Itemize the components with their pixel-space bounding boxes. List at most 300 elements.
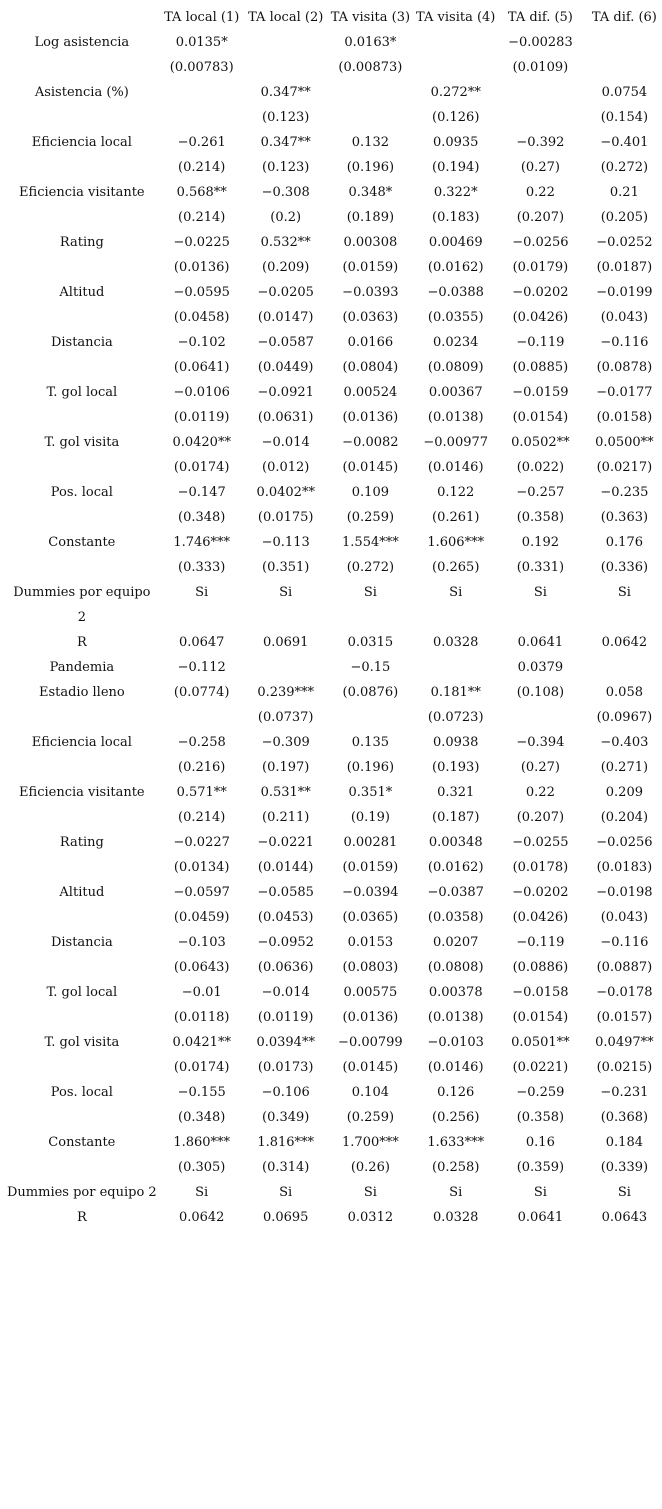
table-cell: 0.132: [351, 135, 389, 150]
table-cell: 1.633***: [427, 1135, 485, 1150]
table-cell: 0.00469: [428, 235, 483, 250]
table-cell: −0.0106: [173, 385, 230, 400]
table-cell: 0.0234: [432, 335, 479, 350]
table-cell: −0.00977: [423, 435, 489, 450]
row-label: [4, 205, 160, 230]
table-cell: (0.348): [178, 510, 226, 525]
table-cell: (0.0158): [596, 410, 653, 425]
table-row: [4, 1055, 662, 1080]
table-cell: −0.0587: [257, 335, 314, 350]
table-cell: −0.257: [516, 485, 565, 500]
table-cell: [244, 605, 328, 630]
table-row: [4, 955, 662, 980]
table-cell: Si: [363, 585, 377, 600]
table-row: [4, 555, 662, 580]
table-cell: −0.155: [177, 1085, 226, 1100]
table-row: [4, 605, 662, 630]
table-cell: 1.554***: [342, 535, 399, 550]
table-cell: (0.205): [600, 210, 649, 225]
regression-table: [4, 4, 662, 1230]
table-cell: 1.700***: [342, 1135, 399, 1150]
table-cell: (0.0458): [173, 310, 230, 325]
table-cell: 0.181**: [430, 685, 481, 700]
table-cell: [498, 705, 582, 730]
table-cell: (0.27): [520, 160, 560, 175]
table-cell: 0.0643: [601, 1210, 648, 1225]
table-cell: [413, 55, 498, 80]
table-cell: (0.258): [432, 1160, 480, 1175]
table-cell: (0.214): [178, 210, 226, 225]
row-label: Constante: [48, 535, 116, 550]
row-label: Eficiencia visitante: [19, 185, 145, 200]
table-cell: (0.0809): [427, 360, 484, 375]
table-cell: (0.0723): [427, 710, 484, 725]
table-cell: [328, 105, 413, 130]
table-cell: (0.0147): [257, 310, 314, 325]
table-cell: −0.0256: [596, 835, 653, 850]
table-cell: 0.0641: [517, 635, 564, 650]
table-cell: 0.104: [351, 1085, 389, 1100]
table-cell: 0.00575: [343, 985, 398, 1000]
table-cell: 0.0500**: [595, 435, 654, 450]
table-cell: 0.0379: [517, 660, 564, 675]
table-cell: (0.27): [520, 760, 560, 775]
table-cell: (0.0119): [257, 1010, 314, 1025]
table-cell: (0.351): [262, 560, 310, 575]
table-row: [4, 230, 662, 255]
table-cell: −0.116: [600, 335, 649, 350]
row-label: [4, 455, 160, 480]
table-cell: (0.0885): [512, 360, 569, 375]
table-cell: −0.119: [516, 935, 565, 950]
table-cell: (0.0217): [596, 460, 653, 475]
table-cell: −0.0388: [427, 285, 484, 300]
table-cell: 0.0641: [517, 1210, 564, 1225]
table-cell: (0.00783): [169, 60, 234, 75]
table-cell: [413, 605, 498, 630]
table-row: [4, 380, 662, 405]
table-cell: (0.00873): [338, 60, 403, 75]
table-row: [4, 155, 662, 180]
table-cell: (0.0737): [257, 710, 314, 725]
table-cell: [498, 80, 582, 105]
table-cell: −0.0597: [173, 885, 230, 900]
table-cell: 0.348*: [348, 185, 393, 200]
table-cell: (0.0157): [596, 1010, 653, 1025]
table-cell: 0.0207: [432, 935, 479, 950]
table-cell: −0.259: [516, 1085, 565, 1100]
table-cell: (0.0159): [342, 860, 399, 875]
table-cell: −0.102: [177, 335, 226, 350]
table-cell: 1.860***: [173, 1135, 231, 1150]
table-cell: −0.0205: [257, 285, 314, 300]
row-label: Rating: [59, 835, 104, 850]
table-row: [4, 480, 662, 505]
table-cell: 0.322*: [433, 185, 478, 200]
table-cell: Si: [449, 585, 463, 600]
table-cell: −0.116: [600, 935, 649, 950]
table-cell: (0.368): [600, 1110, 649, 1125]
table-cell: [328, 705, 413, 730]
table-cell: Si: [617, 585, 631, 600]
table-cell: (0.0878): [596, 360, 653, 375]
table-cell: (0.197): [262, 760, 310, 775]
row-label: [4, 505, 160, 530]
row-label: [4, 1155, 160, 1180]
column-header-3: TA visita (3): [330, 9, 411, 25]
table-row: [4, 580, 662, 605]
table-cell: (0.0154): [512, 410, 569, 425]
table-cell: 0.0421**: [172, 1035, 231, 1050]
table-cell: (0.271): [600, 760, 649, 775]
table-cell: (0.0136): [342, 1010, 399, 1025]
table-cell: 0.00378: [428, 985, 483, 1000]
table-cell: −0.231: [600, 1085, 649, 1100]
row-label: Pos. local: [50, 1085, 113, 1100]
table-cell: −0.147: [177, 485, 226, 500]
row-label: Estadio lleno: [38, 685, 125, 700]
table-cell: (0.26): [350, 1160, 390, 1175]
table-row: [4, 680, 662, 705]
row-label: [4, 305, 160, 330]
table-cell: 0.0642: [178, 1210, 225, 1225]
table-cell: −0.0921: [257, 385, 314, 400]
table-cell: (0.154): [600, 110, 649, 125]
column-header-6: TA dif. (6): [591, 9, 657, 25]
row-label: Eficiencia local: [31, 735, 132, 750]
table-cell: (0.207): [516, 810, 565, 825]
table-cell: −0.258: [177, 735, 226, 750]
table-cell: (0.2): [270, 210, 302, 225]
table-cell: (0.0138): [427, 410, 484, 425]
table-cell: Si: [449, 1185, 463, 1200]
row-label: [4, 805, 160, 830]
row-label: Pos. local: [50, 485, 113, 500]
table-row: [4, 255, 662, 280]
table-cell: 1.606***: [427, 535, 485, 550]
table-cell: (0.0967): [596, 710, 653, 725]
table-cell: (0.204): [600, 810, 649, 825]
table-cell: (0.363): [600, 510, 649, 525]
table-cell: 0.00348: [428, 835, 483, 850]
table-cell: Si: [279, 1185, 293, 1200]
row-label: [4, 55, 160, 80]
table-cell: (0.0173): [257, 1060, 314, 1075]
table-cell: (0.358): [516, 1110, 565, 1125]
table-cell: (0.214): [178, 810, 226, 825]
table-cell: (0.0146): [427, 460, 484, 475]
table-row: [4, 1030, 662, 1055]
row-label: [4, 355, 160, 380]
table-cell: −0.0202: [512, 285, 569, 300]
table-cell: 0.0315: [347, 635, 394, 650]
table-cell: (0.211): [262, 810, 310, 825]
table-cell: [498, 605, 582, 630]
table-cell: −0.112: [177, 660, 226, 675]
table-cell: 0.176: [605, 535, 643, 550]
row-label: [4, 855, 160, 880]
table-row: [4, 1180, 662, 1205]
table-body: [4, 30, 662, 1230]
table-cell: 0.0312: [347, 1210, 394, 1225]
table-cell: −0.0103: [427, 1035, 484, 1050]
table-cell: 0.0754: [601, 85, 648, 100]
table-row: [4, 130, 662, 155]
table-cell: (0.0162): [427, 260, 484, 275]
table-cell: (0.349): [262, 1110, 310, 1125]
row-label: Eficiencia visitante: [19, 785, 145, 800]
table-cell: −0.0393: [342, 285, 399, 300]
row-label: T. gol local: [46, 985, 118, 1000]
table-row: [4, 805, 662, 830]
table-row: [4, 730, 662, 755]
table-cell: (0.0154): [512, 1010, 569, 1025]
table-cell: (0.0803): [342, 960, 399, 975]
table-cell: (0.0174): [173, 460, 230, 475]
row-label: [4, 755, 160, 780]
table-cell: (0.272): [346, 560, 395, 575]
table-cell: (0.359): [516, 1160, 565, 1175]
table-cell: (0.193): [432, 760, 480, 775]
table-cell: −0.0221: [257, 835, 314, 850]
table-cell: (0.19): [350, 810, 390, 825]
table-cell: (0.196): [346, 160, 395, 175]
row-label: Altitud: [59, 885, 105, 900]
table-row: [4, 1080, 662, 1105]
table-cell: (0.0134): [173, 860, 230, 875]
table-row: [4, 355, 662, 380]
table-cell: (0.108): [516, 685, 565, 700]
table-cell: (0.339): [600, 1160, 649, 1175]
row-label: Constante: [48, 1135, 116, 1150]
table-cell: (0.0641): [173, 360, 230, 375]
table-row: [4, 530, 662, 555]
table-cell: (0.0215): [596, 1060, 653, 1075]
table-row: [4, 905, 662, 930]
table-cell: (0.196): [346, 760, 395, 775]
table-cell: (0.0178): [512, 860, 569, 875]
row-label: Pandemia: [49, 660, 115, 675]
table-row: [4, 830, 662, 855]
table-cell: (0.331): [516, 560, 565, 575]
row-label: [4, 905, 160, 930]
table-cell: 0.21: [609, 185, 639, 200]
table-cell: (0.0459): [173, 910, 230, 925]
table-row: [4, 930, 662, 955]
table-cell: 0.22: [525, 185, 555, 200]
row-label: [4, 955, 160, 980]
table-cell: 0.122: [437, 485, 475, 500]
row-label: T. gol local: [46, 385, 118, 400]
table-cell: (0.194): [432, 160, 480, 175]
table-cell: −0.0225: [173, 235, 230, 250]
table-cell: (0.0146): [427, 1060, 484, 1075]
table-cell: (0.0449): [257, 360, 314, 375]
table-cell: (0.0145): [342, 460, 399, 475]
table-cell: 0.00281: [343, 835, 398, 850]
table-cell: (0.0887): [596, 960, 653, 975]
table-cell: −0.103: [177, 935, 226, 950]
table-cell: [328, 605, 413, 630]
table-row: [4, 1130, 662, 1155]
table-row: [4, 505, 662, 530]
row-label: Distancia: [50, 935, 113, 950]
table-row: [4, 1205, 662, 1230]
table-cell: 0.184: [605, 1135, 643, 1150]
table-cell: (0.0365): [342, 910, 399, 925]
table-cell: 0.0938: [432, 735, 479, 750]
row-label: [4, 255, 160, 280]
row-label: [4, 405, 160, 430]
table-row: [4, 705, 662, 730]
table-cell: Si: [533, 1185, 547, 1200]
table-cell: 0.531**: [260, 785, 311, 800]
table-row: [4, 280, 662, 305]
table-cell: −0.0387: [427, 885, 484, 900]
table-cell: −0.0595: [173, 285, 230, 300]
table-cell: [244, 655, 328, 680]
row-label: T. gol visita: [44, 1035, 120, 1050]
table-cell: 0.22: [525, 785, 555, 800]
row-label: Dummies por equipo: [13, 585, 151, 600]
table-cell: (0.0162): [427, 860, 484, 875]
table-cell: (0.0886): [512, 960, 569, 975]
table-cell: [244, 30, 328, 55]
row-label: Log asistencia: [34, 35, 130, 50]
table-cell: −0.0177: [596, 385, 653, 400]
table-row: [4, 880, 662, 905]
table-row: [4, 30, 662, 55]
table-cell: 0.209: [605, 785, 643, 800]
table-cell: −0.403: [600, 735, 649, 750]
table-cell: [582, 655, 662, 680]
table-cell: −0.401: [600, 135, 649, 150]
table-cell: 0.0394**: [256, 1035, 315, 1050]
table-cell: 0.239***: [257, 685, 315, 700]
table-cell: (0.0804): [342, 360, 399, 375]
table-cell: (0.189): [346, 210, 395, 225]
table-cell: 0.347**: [260, 85, 311, 100]
table-row: [4, 855, 662, 880]
table-cell: −0.106: [261, 1085, 310, 1100]
table-cell: [413, 30, 498, 55]
table-cell: 0.0402**: [256, 485, 315, 500]
table-cell: 0.347**: [260, 135, 311, 150]
table-cell: −0.0255: [512, 835, 569, 850]
table-cell: [160, 605, 244, 630]
table-row: [4, 180, 662, 205]
table-cell: 0.568**: [176, 185, 227, 200]
table-cell: (0.0876): [342, 685, 399, 700]
table-cell: (0.214): [178, 160, 226, 175]
table-cell: −0.00799: [338, 1035, 403, 1050]
table-row: [4, 405, 662, 430]
table-cell: (0.0631): [257, 410, 314, 425]
table-row: [4, 755, 662, 780]
table-cell: (0.314): [262, 1160, 310, 1175]
table-cell: Si: [195, 1185, 209, 1200]
table-cell: −0.0394: [342, 885, 399, 900]
table-cell: (0.272): [600, 160, 649, 175]
table-cell: (0.0187): [596, 260, 653, 275]
table-cell: (0.0119): [173, 410, 230, 425]
table-cell: −0.392: [516, 135, 565, 150]
table-cell: (0.207): [516, 210, 565, 225]
table-cell: 0.321: [437, 785, 475, 800]
table-cell: (0.043): [600, 910, 649, 925]
table-cell: [160, 80, 244, 105]
table-cell: −0.00283: [508, 35, 573, 50]
table-cell: 0.109: [351, 485, 389, 500]
table-cell: 1.746***: [173, 535, 231, 550]
row-label: 2: [77, 610, 86, 625]
table-cell: −0.0252: [596, 235, 653, 250]
table-cell: −0.119: [516, 335, 565, 350]
table-cell: 0.0135*: [175, 35, 228, 50]
row-label: [4, 155, 160, 180]
table-cell: (0.0358): [427, 910, 484, 925]
table-cell: (0.0118): [173, 1010, 230, 1025]
column-header-2: TA local (2): [248, 9, 324, 25]
row-label: Eficiencia local: [31, 135, 132, 150]
table-cell: (0.216): [178, 760, 226, 775]
table-cell: 0.0691: [262, 635, 309, 650]
table-cell: −0.0202: [512, 885, 569, 900]
table-cell: (0.0159): [342, 260, 399, 275]
table-cell: −0.0199: [596, 285, 653, 300]
table-cell: 0.0166: [347, 335, 394, 350]
table-cell: (0.187): [432, 810, 480, 825]
header-row: [4, 4, 662, 30]
column-header-1: TA local (1): [164, 9, 240, 25]
table-cell: 0.126: [437, 1085, 475, 1100]
table-cell: (0.0179): [512, 260, 569, 275]
column-header-4: TA visita (4): [416, 9, 496, 25]
table-cell: (0.0426): [512, 310, 569, 325]
table-cell: −0.0082: [342, 435, 399, 450]
header-label-column: [4, 4, 160, 30]
table-cell: (0.0145): [342, 1060, 399, 1075]
table-cell: 0.0502**: [511, 435, 570, 450]
table-cell: [160, 105, 244, 130]
table-cell: 0.272**: [430, 85, 481, 100]
table-cell: 0.0420**: [172, 435, 231, 450]
table-cell: 0.058: [605, 685, 643, 700]
table-cell: −0.0585: [257, 885, 314, 900]
table-cell: (0.0144): [257, 860, 314, 875]
table-cell: −0.235: [600, 485, 649, 500]
table-cell: −0.0178: [596, 985, 653, 1000]
table-cell: [582, 605, 662, 630]
table-cell: (0.123): [262, 160, 310, 175]
table-cell: 0.351*: [348, 785, 393, 800]
table-cell: −0.0158: [512, 985, 569, 1000]
table-row: [4, 330, 662, 355]
table-cell: (0.0453): [257, 910, 314, 925]
table-cell: (0.358): [516, 510, 565, 525]
table-cell: Si: [195, 585, 209, 600]
table-cell: (0.0136): [342, 410, 399, 425]
table-row: [4, 80, 662, 105]
table-cell: (0.0774): [173, 685, 230, 700]
table-cell: 0.0497**: [595, 1035, 654, 1050]
table-cell: 0.571**: [176, 785, 227, 800]
table-cell: (0.0636): [257, 960, 314, 975]
table-cell: [582, 55, 662, 80]
table-cell: (0.0363): [342, 310, 399, 325]
table-cell: −0.309: [261, 735, 310, 750]
table-row: [4, 305, 662, 330]
